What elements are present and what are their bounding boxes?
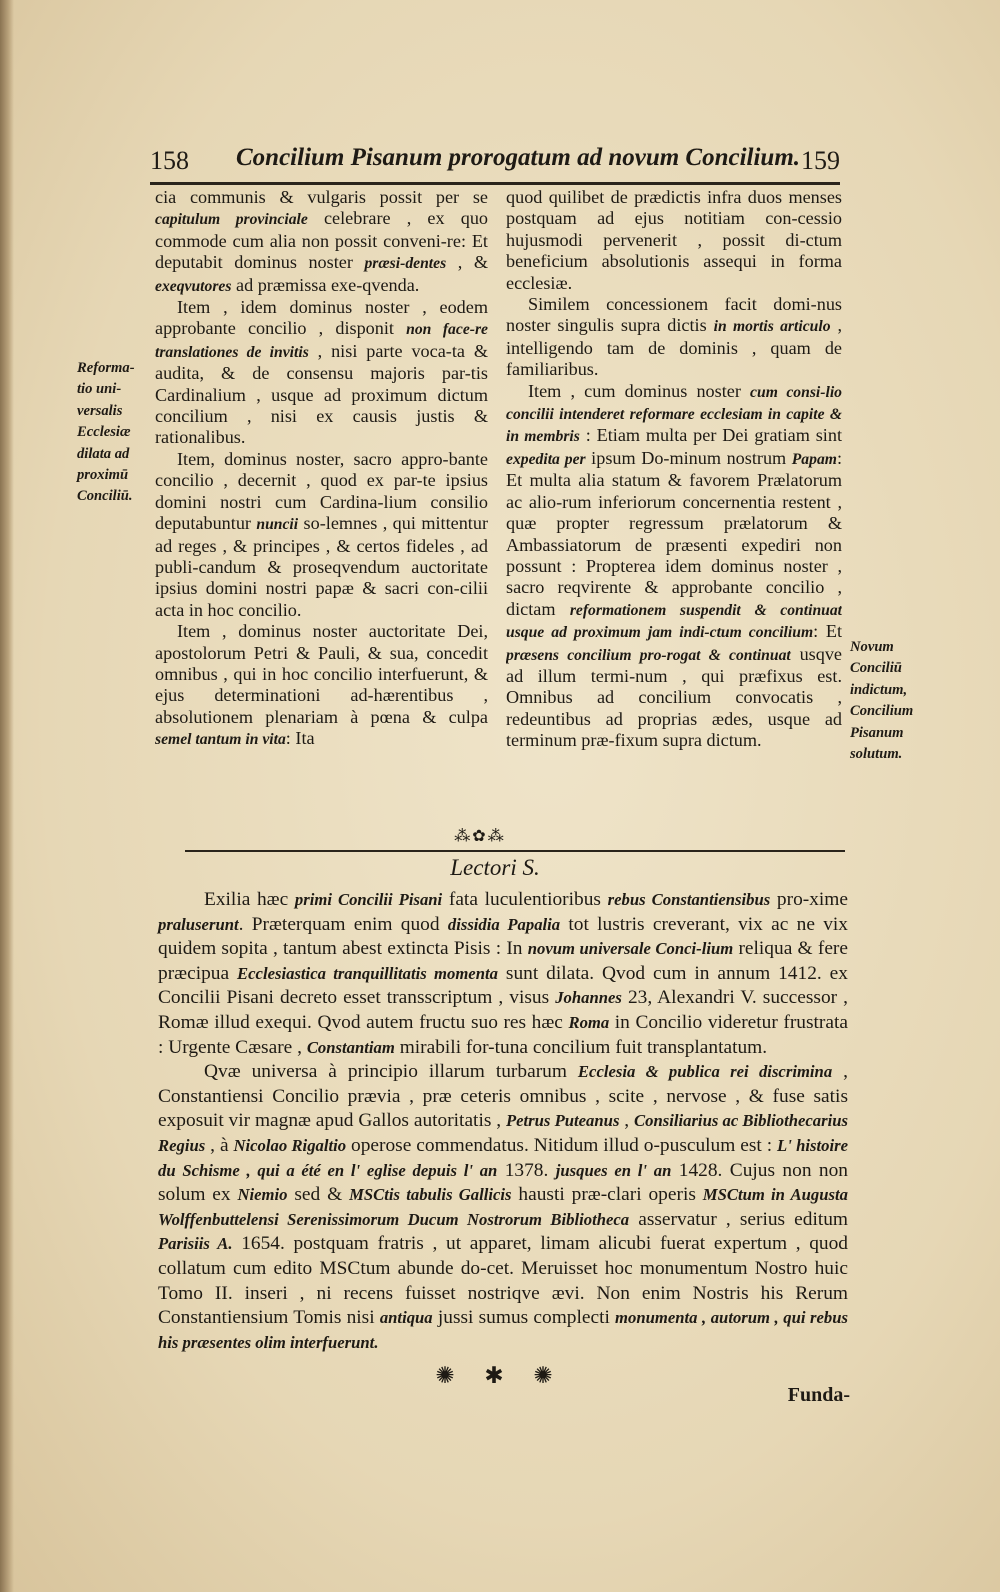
margin-note-line: proximū — [77, 467, 129, 484]
paragraph — [506, 187, 842, 294]
text-run: jussi sumus complecti — [432, 1307, 616, 1329]
paragraph — [506, 381, 842, 752]
text-run: so-lemnes , qui mittentur ad reges , & principes , & certos fideles , ad publi-candum & proseqvendum auctoritate ipsius domini nostri papæ & sacri con-cilii acta in hoc concilio. — [155, 513, 488, 620]
text-run: : Et multa alia statum & favorem Prælatorum ac alio-rum inferiorum concernentia restent , quæ propter regressum prælatorum & Ambassiatorum de præsenti expediri non possunt : Propterea idem dominus noster , sacro reqvirente & approbante concilio , dictam — [506, 447, 842, 619]
text-run: Item , idem dominus noster , eodem approbante concilio , disponit — [155, 297, 488, 339]
margin-note-line: tio uni- — [77, 381, 122, 398]
text-run: sed & — [287, 1184, 350, 1206]
italic-phrase: Consiliarius ac Bibliothecarius Regius — [158, 1111, 849, 1155]
text-run: , & — [446, 252, 488, 273]
italic-phrase: dissidia Papalia — [447, 914, 561, 934]
italic-phrase: Constantiam — [306, 1037, 395, 1057]
italic-phrase: novum universale Conci-lium — [527, 939, 734, 959]
italic-phrase: MSCtis tabulis Gallicis — [349, 1185, 512, 1205]
running-title: Concilium Pisanum prorogatum ad novum Concilium. — [236, 144, 801, 171]
italic-phrase: capitulum provinciale — [155, 211, 308, 229]
header-rule — [150, 182, 840, 185]
text-run: operose commendatus. Nitidum illud o-pusculum est : — [346, 1134, 778, 1156]
text-run: fata luculentioribus — [442, 889, 608, 910]
text-run: usqve ad illum termi-num , qui præfixus est. Omnibus ad concilium convocatis , redeuntibus ad proprias ædes, usque ad terminum præ-fixum supra dictum. — [506, 643, 842, 751]
text-run: quod quilibet de prædictis infra duos menses postquam ad ejus notitiam con-cessio hujusmodi pervenerit , possit di-ctum beneficium absolutionis assequi in forma ecclesiæ. — [506, 187, 842, 293]
italic-phrase: monumenta , autorum , qui rebus his præsentes olim interfuerunt. — [158, 1308, 848, 1352]
margin-note-line: Reforma- — [77, 360, 135, 376]
margin-note-line: Concilium — [850, 703, 914, 720]
margin-note-line: solutum. — [850, 746, 903, 763]
italic-phrase: primi Concilii Pisani — [294, 890, 443, 909]
text-run: , nisi parte voca-ta & audita, & de consensu majoris par-tis Cardinalium , usque ad proximum dictum concilium , nisi ex causis justis & rationalibus. — [155, 340, 488, 448]
text-run: 1378. — [497, 1159, 556, 1181]
text-run: Item , dominus noster auctoritate Dei, apostolorum Petri & Pauli, & sua, concedit omnibus , qui in hoc concilio interfuerunt, & ejus determinationi ad-hærentibus , absolutionem plenariam à pœna & culpa — [155, 621, 488, 727]
page-header — [150, 142, 840, 182]
italic-phrase: Ecclesiastica tranquillitatis momenta — [237, 963, 498, 983]
italic-phrase: nuncii — [256, 516, 299, 534]
text-run: . Præterquam enim quod — [238, 913, 448, 935]
margin-note-right — [850, 637, 960, 765]
catchword: Funda- — [787, 1384, 850, 1406]
text-run: mirabili for-tuna concilium fuit transplantatum. — [394, 1036, 768, 1058]
margin-note-line: dilata ad — [77, 445, 130, 462]
italic-phrase: L' histoire du Schisme , qui a été en l' eglise depuis l' an — [158, 1135, 848, 1180]
margin-note-line: versalis — [77, 402, 123, 419]
paragraph — [155, 297, 488, 449]
text-run: 1428. Cujus non non solum ex — [158, 1159, 849, 1206]
margin-note-line: Conciliū. — [77, 488, 133, 505]
margin-note-line: Ecclesiæ — [77, 424, 131, 441]
text-run: tot lustris creverant, vix ac ne vix quidem sopita , tantum abest extincta Pisis : In — [158, 913, 849, 960]
margin-note-line: Pisanum — [850, 724, 904, 741]
italic-phrase: Papam — [791, 450, 837, 468]
italic-phrase: Petrus Puteanus — [505, 1111, 620, 1131]
italic-phrase: reformationem suspendit & continuat usque ad proximum jam indi-ctum concilium — [506, 601, 842, 642]
ornament-divider: ⁂✿⁂ — [454, 828, 506, 845]
italic-phrase: Parisiis A. — [158, 1234, 233, 1254]
text-run: : Etiam multa per Dei gratiam sint — [579, 425, 842, 446]
paragraph — [155, 187, 488, 297]
margin-note-line: indictum, — [850, 681, 908, 698]
text-run: Item, dominus noster, sacro appro-bante concilio , decernit , quod ex par-te ipsius domini nostri cum Cardina-lium consilio deputabuntur — [155, 448, 488, 534]
text-run: 23, Alexandri V. successor , Romæ illud exequi. Qvod autem fructu suo res hæc — [158, 987, 848, 1033]
section-heading: Lectori S. — [450, 855, 540, 880]
lector-paragraph — [158, 1060, 848, 1355]
text-run: ad præmissa exe-qvenda. — [231, 274, 420, 295]
text-run: celebrare , ex quo commode cum alia non possit conveni-re: Et deputabit dominus noster — [155, 208, 488, 273]
italic-phrase: cum consi-lio concilii intenderet reformare ecclesiam in capite & in membris — [506, 383, 842, 446]
text-run: , — [619, 1110, 634, 1132]
italic-phrase: præsi-dentes — [364, 255, 447, 273]
italic-phrase: semel tantum in vita — [155, 731, 286, 749]
left-column — [155, 187, 488, 817]
text-run: asservatur , serius editum — [629, 1208, 849, 1230]
text-run: reliqua & fere præcipua — [158, 938, 848, 984]
lector-text — [158, 888, 848, 1355]
text-run: in Concilio videretur frustrata : Urgente Cæsare , — [158, 1011, 848, 1058]
italic-phrase: antiqua — [379, 1308, 433, 1328]
paragraph — [155, 621, 488, 750]
text-run: : Et — [813, 621, 842, 642]
section-rule — [185, 850, 845, 852]
text-run: , à — [205, 1134, 234, 1156]
italic-phrase: expedita per — [506, 450, 586, 468]
page-gutter — [0, 0, 14, 1592]
lector-paragraph — [158, 888, 848, 1060]
page-number-left: 158 — [150, 146, 189, 175]
text-run: ipsum Do-minum nostrum — [585, 447, 792, 468]
text-run: hausti præ-clari operis — [511, 1184, 703, 1206]
margin-note-line: Novum — [850, 639, 894, 655]
text-run: : Ita — [285, 728, 315, 749]
italic-phrase: Ecclesia & publica rei discrimina — [577, 1062, 833, 1082]
italic-phrase: Roma — [568, 1012, 610, 1032]
end-ornament: ✺ ✱ ✺ — [435, 1363, 565, 1388]
margin-note-left — [77, 358, 153, 508]
italic-phrase: praluserunt — [158, 914, 239, 934]
italic-phrase: exeqvutores — [155, 277, 232, 295]
text-run: , intelligendo tam de dominis , quam de familiaribus. — [506, 315, 842, 380]
italic-phrase: præsens concilium pro-rogat & continuat — [506, 646, 791, 664]
paragraph — [506, 294, 842, 381]
paragraph — [155, 449, 488, 621]
italic-phrase: in mortis articulo — [713, 318, 831, 336]
margin-note-line: Conciliū — [850, 660, 902, 677]
text-run: , Constantiensi Concilio prævia , præ ceteris omnibus , scite , nervose , & fuse satis exposuit vir magnæ apud Gallos autoritatis , — [158, 1061, 848, 1132]
text-run: Qvæ universa à principio illarum turbarum — [204, 1061, 578, 1083]
right-column — [506, 187, 842, 817]
italic-phrase: Nicolao Rigaltio — [233, 1135, 347, 1155]
text-run: Exilia hæc — [204, 889, 295, 910]
text-run: pro-xime — [770, 889, 848, 910]
text-run: cia communis & vulgaris possit per se — [155, 187, 488, 207]
italic-phrase: Johannes — [555, 988, 622, 1008]
text-run: 1654. postquam fratris , ut apparet, limam alicubi fuerat expertum , quod collatum cum edito MSCtum abunde do-cet. Meruisset hoc monumentum Nostro huic Tomo II. inseri , ni recens fuisset nostriqve ævi. Non enim Nostris his Rerum Constantiensium Tomis nisi — [158, 1233, 848, 1329]
text-run: Similem concessionem facit domi-nus noster singulis supra dictis — [506, 294, 842, 336]
italic-phrase: rebus Constantiensibus — [607, 890, 771, 909]
page-number-right: 159 — [801, 146, 840, 175]
text-run: Item , cum dominus noster — [528, 380, 751, 401]
italic-phrase: MSCtum in Augusta Wolffenbuttelensi Serenissimorum Ducum Nostrorum Bibliotheca — [158, 1185, 848, 1229]
italic-phrase: non face-re translationes de invitis — [155, 321, 488, 361]
italic-phrase: jusques en l' an — [555, 1160, 672, 1180]
italic-phrase: Niemio — [237, 1185, 288, 1205]
text-run: sunt dilata. Qvod cum in annum 1412. ex Concilii Pisani decreto esset transscriptum , visus — [158, 962, 848, 1009]
